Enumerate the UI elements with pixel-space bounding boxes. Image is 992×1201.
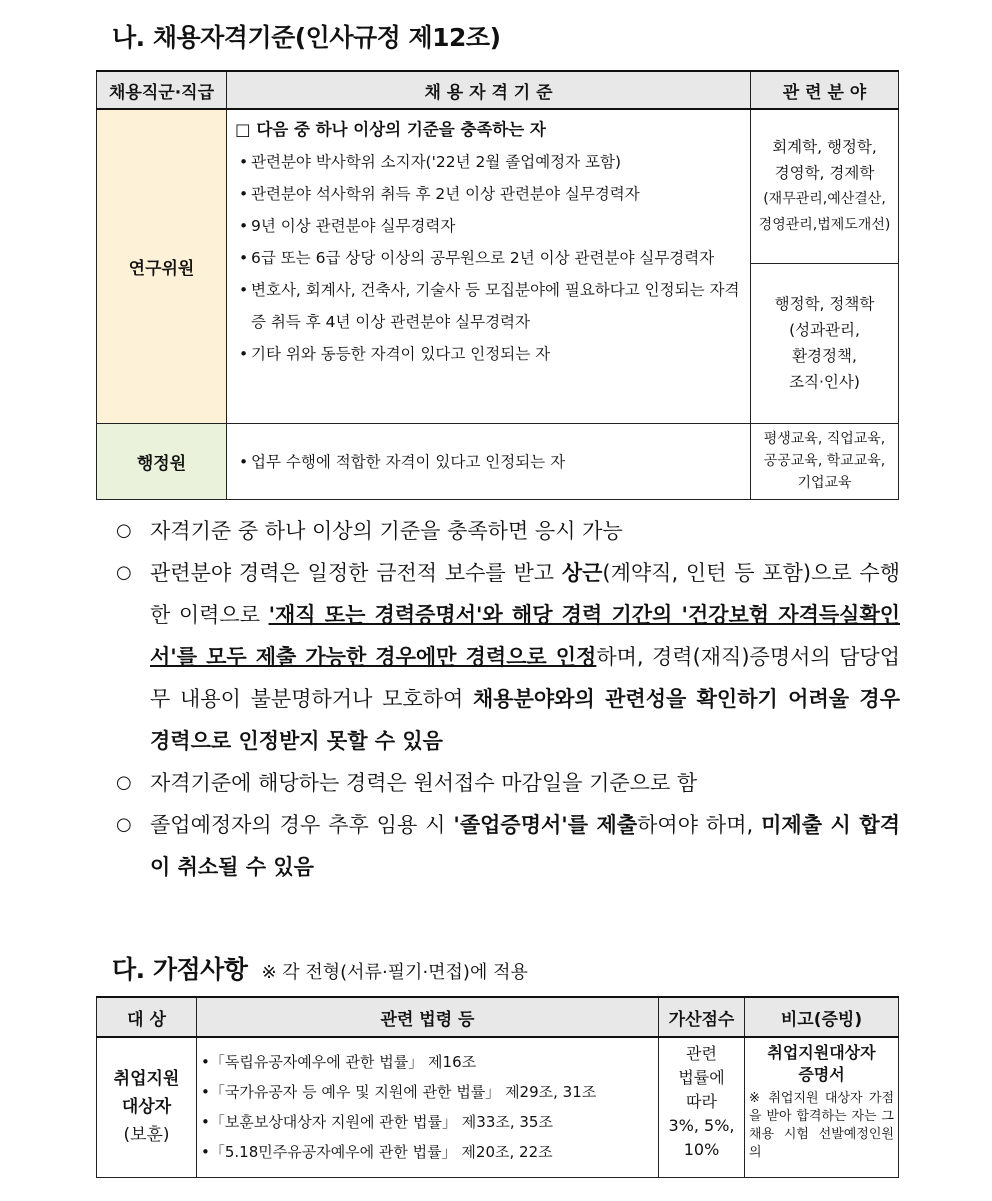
criteria-item: • 관련분야 박사학위 소지자('22년 2월 졸업예정자 포함)	[239, 153, 622, 171]
remark-cell: 취업지원대상자 증명서 ※ 취업지원 대상자 가점을 받아 합격하는 자는 그 채용 시험 선발예정인원의	[745, 1037, 899, 1177]
researcher-criteria	[227, 109, 751, 423]
law-item: •「국가유공자 등 예우 및 지원에 관한 법률」 제29조, 31조	[201, 1083, 597, 1102]
section-da-note: ※ 각 전형(서류·필기·면접)에 적용	[261, 962, 528, 983]
researcher-field-1: 회계학, 행정학, 경영학, 경제학 (재무관리,예산결산, 경영관리,법제도개선)	[751, 109, 899, 263]
law-item: •「보훈보상대상자 지원에 관한 법률」 제33조, 35조	[201, 1113, 553, 1132]
laws-cell	[197, 1037, 659, 1177]
criteria-item: • 업무 수행에 적합한 자격이 있다고 인정되는 자	[239, 453, 566, 471]
section-title-na: 나. 채용자격기준(인사규정 제12조)	[112, 23, 501, 52]
remark-note: ※ 취업지원 대상자 가점을 받아 합격하는 자는 그 채용 시험 선발예정인원의	[749, 1091, 894, 1160]
role-admin: 행정원	[97, 423, 227, 499]
header-remark: 비고(증빙)	[745, 997, 899, 1037]
criteria-item: • 변호사, 회계사, 건축사, 기술사 등 모집분야에 필요하다고 인정되는 자격증 취득 후 4년 이상 관련분야 실무경력자	[239, 281, 740, 331]
header-subject: 대 상	[97, 997, 197, 1037]
qualification-table	[96, 70, 899, 500]
criteria-item: • 9년 이상 관련분야 실무경력자	[239, 217, 456, 235]
header-laws: 관련 법령 등	[197, 997, 659, 1037]
note-4: ○ 졸업예정자의 경우 추후 임용 시 '졸업증명서'를 제출하여야 하며, 미제출 시 합격이 취소될 수 있음	[116, 813, 900, 879]
points-cell: 관련 법률에 따라 3%, 5%, 10%	[659, 1037, 745, 1177]
notes-list	[116, 510, 900, 888]
header-rank: 채용직군·직급	[97, 71, 227, 109]
note-3: ○ 자격기준에 해당하는 경력은 원서접수 마감일을 기준으로 함	[116, 771, 698, 795]
admin-field: 평생교육, 직업교육, 공공교육, 학교교육, 기업교육	[751, 423, 899, 499]
bonus-table	[96, 996, 899, 1178]
researcher-field-2: 행정학, 정책학 (성과관리, 환경정책, 조직·인사)	[751, 263, 899, 423]
header-criteria: 채 용 자 격 기 준	[227, 71, 751, 109]
criteria-lead: □ 다음 중 하나 이상의 기준을 충족하는 자	[235, 120, 546, 139]
criteria-item: • 관련분야 석사학위 취득 후 2년 이상 관련분야 실무경력자	[239, 185, 640, 203]
header-points: 가산점수	[659, 997, 745, 1037]
header-field: 관 련 분 야	[751, 71, 899, 109]
law-item: •「독립유공자예우에 관한 법률」 제16조	[201, 1053, 477, 1072]
section-title-da: 다. 가점사항 ※ 각 전형(서류·필기·면접)에 적용	[112, 955, 528, 984]
note-2: ○ 관련분야 경력은 일정한 금전적 보수를 받고 상근(계약직, 인턴 등 포함)으로 수행한 이력으로 '재직 또는 경력증명서'와 해당 경력 기간의 '건강보험 자격득실확인서'를 모두 제출 가능한 경우에만 경력으로 인정하며, 경력(재직)증명서의 담당업무 내용이 불분명하거나 모호하여 채용분야와의 관련성을 확인하기 어려울 경우 경력으로 인정받지 못할 수 있음	[116, 561, 901, 753]
criteria-item: • 기타 위와 동등한 자격이 있다고 인정되는 자	[239, 345, 551, 363]
law-item: •「5.18민주유공자예우에 관한 법률」 제20조, 22조	[201, 1143, 553, 1162]
role-researcher: 연구위원	[97, 109, 227, 423]
criteria-item: • 6급 또는 6급 상당 이상의 공무원으로 2년 이상 관련분야 실무경력자	[239, 249, 715, 267]
subject-cell: 취업지원 대상자 (보훈)	[97, 1037, 197, 1177]
note-1: ○ 자격기준 중 하나 이상의 기준을 충족하면 응시 가능	[116, 519, 623, 543]
admin-criteria	[227, 423, 751, 499]
